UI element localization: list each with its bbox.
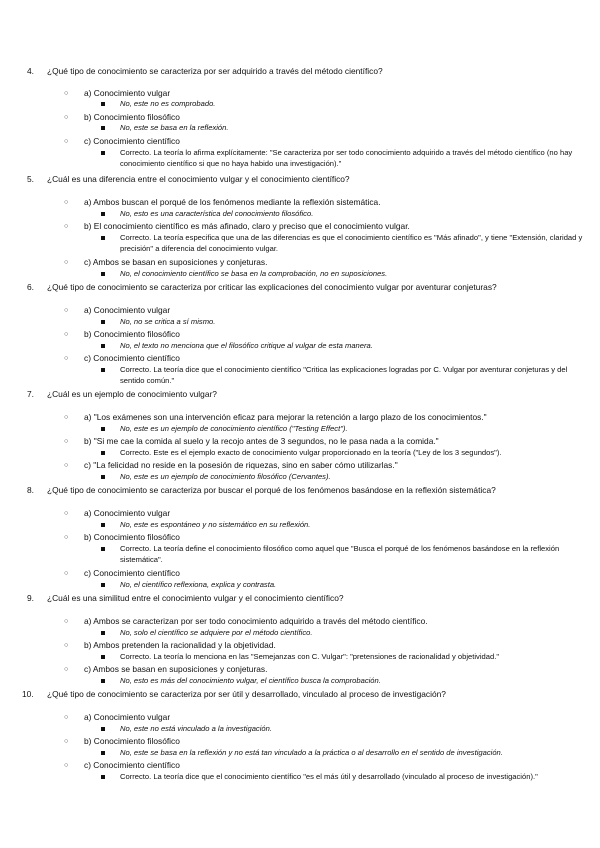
hollow-bullet-icon: ○ [64,414,69,421]
option-label: b) Conocimiento filosófico [84,329,180,339]
question-number: 5. [27,174,34,184]
question-text: ¿Cuál es una diferencia entre el conocimiento vulgar y el conocimiento científico? [47,174,350,184]
hollow-bullet-icon: ○ [64,438,69,445]
option-label: c) "La felicidad no reside en la posesión de riquezas, sino en saber cómo utilizarlas." [84,460,398,470]
hollow-bullet-icon: ○ [64,738,69,745]
question-text: ¿Cuál es un ejemplo de conocimiento vulgar? [47,389,217,399]
square-bullet-icon [101,272,105,276]
option-label: b) El conocimiento científico es más afinado, claro y preciso que el conocimiento vulgar. [84,221,410,231]
feedback-text: No, esto es una característica del conocimiento filosófico. [120,209,314,218]
feedback-text: No, este se basa en la reflexión. [120,123,229,132]
square-bullet-icon [101,583,105,587]
square-bullet-icon [101,126,105,130]
square-bullet-icon [101,368,105,372]
question-number: 4. [27,66,34,76]
option-label: a) Conocimiento vulgar [84,305,171,315]
feedback-text: No, este es un ejemplo de conocimiento científico ("Testing Effect"). [120,424,348,433]
feedback-text: Correcto. La teoría define el conocimiento filosófico como aquel que "Busca el porqué de los fenómenos basándose en la reflexión sistemática". [120,544,560,564]
hollow-bullet-icon: ○ [64,223,69,230]
feedback-text: No, este no está vinculado a la investigación. [120,724,272,733]
option-label: a) Conocimiento vulgar [84,712,171,722]
feedback-text: Correcto. La teoría especifica que una de las diferencias es que el conocimiento científico es "Más afinado", y tiene "Extensión, claridad y precisión" a diferencia del conocimiento vulgar. [120,233,583,253]
hollow-bullet-icon: ○ [64,462,69,469]
hollow-bullet-icon: ○ [64,570,69,577]
square-bullet-icon [101,344,105,348]
hollow-bullet-icon: ○ [64,307,69,314]
option-label: b) Conocimiento filosófico [84,532,180,542]
square-bullet-icon [101,151,105,155]
option-label: b) Ambos pretenden la racionalidad y la objetividad. [84,640,276,650]
option-label: c) Conocimiento científico [84,568,180,578]
option-label: b) Conocimiento filosófico [84,736,180,746]
feedback-text: No, no se critica a sí mismo. [120,317,216,326]
square-bullet-icon [101,727,105,731]
question-text: ¿Qué tipo de conocimiento se caracteriza por buscar el porqué de los fenómenos basándose en la reflexión sistemática? [47,485,496,495]
hollow-bullet-icon: ○ [64,714,69,721]
feedback-text: Correcto. La teoría dice que el conocimiento científico "es el más útil y desarrollado (vinculado al proceso de investigación)." [120,772,538,781]
hollow-bullet-icon: ○ [64,666,69,673]
option-label: a) Ambos buscan el porqué de los fenómenos mediante la reflexión sistemática. [84,197,381,207]
question-text: ¿Qué tipo de conocimiento se caracteriza por ser útil y desarrollado, vinculado al proceso de investigación? [47,689,446,699]
square-bullet-icon [101,320,105,324]
feedback-text: Correcto. La teoría dice que el conocimiento científico "Critica las explicaciones logradas por C. Vulgar por aventurar conjeturas y del sentido común." [120,365,568,385]
hollow-bullet-icon: ○ [64,259,69,266]
option-label: b) Conocimiento filosófico [84,112,180,122]
square-bullet-icon [101,775,105,779]
square-bullet-icon [101,679,105,683]
hollow-bullet-icon: ○ [64,199,69,206]
question-number: 9. [27,593,34,603]
hollow-bullet-icon: ○ [64,355,69,362]
square-bullet-icon [101,631,105,635]
feedback-text: No, el conocimiento científico se basa en la comprobación, no en suposiciones. [120,269,388,278]
option-label: c) Conocimiento científico [84,760,180,770]
hollow-bullet-icon: ○ [64,534,69,541]
hollow-bullet-icon: ○ [64,331,69,338]
question-number: 10. [22,689,34,699]
square-bullet-icon [101,751,105,755]
feedback-text: Correcto. La teoría lo afirma explícitamente: "Se caracteriza por ser todo conocimiento adquirido a través del método científico (no hay conocimiento científico si que no haya habido una investigación)." [120,148,573,168]
feedback-text: Correcto. Este es el ejemplo exacto de conocimiento vulgar proporcionado en la teoría ("Ley de los 3 segundos"). [120,448,502,457]
square-bullet-icon [101,102,105,106]
square-bullet-icon [101,236,105,240]
square-bullet-icon [101,427,105,431]
question-number: 6. [27,282,34,292]
square-bullet-icon [101,451,105,455]
option-label: a) Conocimiento vulgar [84,508,171,518]
feedback-text: No, solo el científico se adquiere por el método científico. [120,628,313,637]
feedback-text: No, el científico reflexiona, explica y contrasta. [120,580,277,589]
question-number: 8. [27,485,34,495]
option-label: a) Conocimiento vulgar [84,88,171,98]
feedback-text: No, esto es más del conocimiento vulgar, el científico busca la comprobación. [120,676,381,685]
feedback-text: No, el texto no menciona que el filosófico critique al vulgar de esta manera. [120,341,373,350]
feedback-text: No, este es espontáneo y no sistemático en su reflexión. [120,520,311,529]
square-bullet-icon [101,655,105,659]
question-text: ¿Qué tipo de conocimiento se caracteriza por ser adquirido a través del método científico? [47,66,383,76]
hollow-bullet-icon: ○ [64,138,69,145]
hollow-bullet-icon: ○ [64,510,69,517]
square-bullet-icon [101,523,105,527]
option-label: c) Ambos se basan en suposiciones y conjeturas. [84,257,268,267]
hollow-bullet-icon: ○ [64,762,69,769]
hollow-bullet-icon: ○ [64,618,69,625]
option-label: a) Ambos se caracterizan por ser todo conocimiento adquirido a través del método científico. [84,616,428,626]
square-bullet-icon [101,547,105,551]
option-label: c) Conocimiento científico [84,136,180,146]
option-label: a) "Los exámenes son una intervención eficaz para mejorar la retención a largo plazo de los conocimientos." [84,412,487,422]
question-number: 7. [27,389,34,399]
hollow-bullet-icon: ○ [64,642,69,649]
hollow-bullet-icon: ○ [64,114,69,121]
feedback-text: No, este no es comprobado. [120,99,216,108]
option-label: c) Ambos se basan en suposiciones y conjeturas. [84,664,268,674]
option-label: c) Conocimiento científico [84,353,180,363]
feedback-text: Correcto. La teoría lo menciona en las "Semejanzas con C. Vulgar": "pretensiones de racionalidad y objetividad." [120,652,500,661]
question-text: ¿Qué tipo de conocimiento se caracteriza por criticar las explicaciones del conocimiento vulgar por aventurar conjeturas? [47,282,497,292]
question-text: ¿Cuál es una similitud entre el conocimiento vulgar y el conocimiento científico? [47,593,344,603]
feedback-text: No, este se basa en la reflexión y no está tan vinculado a la práctica o al desarrollo en el sentido de investigación. [120,748,503,757]
option-label: b) "Si me cae la comida al suelo y la recojo antes de 3 segundos, no le pasa nada a la comida." [84,436,439,446]
hollow-bullet-icon: ○ [64,90,69,97]
square-bullet-icon [101,212,105,216]
feedback-text: No, este es un ejemplo de conocimiento filosófico (Cervantes). [120,472,331,481]
square-bullet-icon [101,475,105,479]
